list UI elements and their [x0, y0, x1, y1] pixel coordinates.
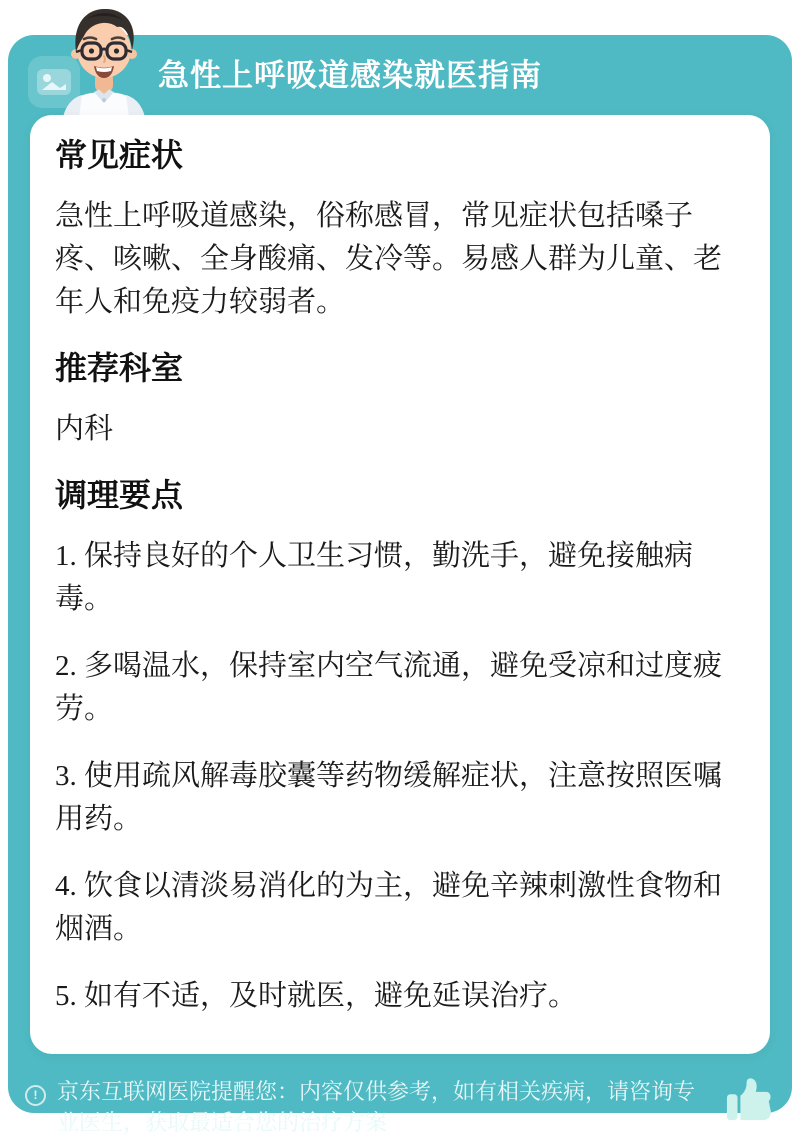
- page-title: 急性上呼吸道感染就医指南: [158, 58, 542, 93]
- section-heading: 推荐科室: [55, 350, 184, 386]
- footer-disclaimer-bar: [8, 1054, 792, 1138]
- care-point-item: [55, 645, 745, 731]
- care-point-item: [55, 755, 745, 841]
- item-number: 1.: [55, 540, 84, 572]
- item-number: 2.: [55, 650, 84, 682]
- article-sections: [55, 135, 745, 1018]
- item-text: 如有不适，及时就医，避免延误治疗。: [84, 980, 578, 1012]
- care-point-item: [55, 865, 745, 951]
- care-point-item: [55, 975, 745, 1018]
- item-text: 保持良好的个人卫生习惯，勤洗手，避免接触病毒。: [55, 540, 694, 615]
- item-number: 5.: [55, 980, 84, 1012]
- item-text: 多喝温水，保持室内空气流通，避免受凉和过度疲劳。: [55, 650, 723, 725]
- section-heading: 调理要点: [55, 477, 184, 513]
- item-number: 3.: [55, 760, 84, 792]
- item-text: 使用疏风解毒胶囊等药物缓解症状，注意按照医嘱用药。: [55, 760, 723, 835]
- thumbs-up-icon: [724, 1076, 776, 1124]
- item-number: 4.: [55, 870, 84, 902]
- header: [8, 35, 792, 115]
- doctor-avatar: [38, 6, 170, 124]
- guide-content-card: [30, 115, 770, 1054]
- item-text: 饮食以清淡易消化的为主，避免辛辣刺激性食物和烟酒。: [55, 870, 723, 945]
- section-paragraph: 内科: [55, 413, 114, 445]
- section-heading: 常见症状: [55, 137, 184, 173]
- guide-card: [8, 35, 792, 1135]
- exclamation-circle-icon: !: [25, 1085, 46, 1106]
- care-point-item: [55, 535, 745, 621]
- disclaimer-text: 京东互联网医院提醒您：内容仅供参考，如有相关疾病，请咨询专业医生，获取最适合您的治疗方案: [57, 1079, 696, 1135]
- section-paragraph: 急性上呼吸道感染，俗称感冒，常见症状包括嗓子疼、咳嗽、全身酸痛、发冷等。易感人群为儿童、老年人和免疫力较弱者。: [55, 200, 723, 318]
